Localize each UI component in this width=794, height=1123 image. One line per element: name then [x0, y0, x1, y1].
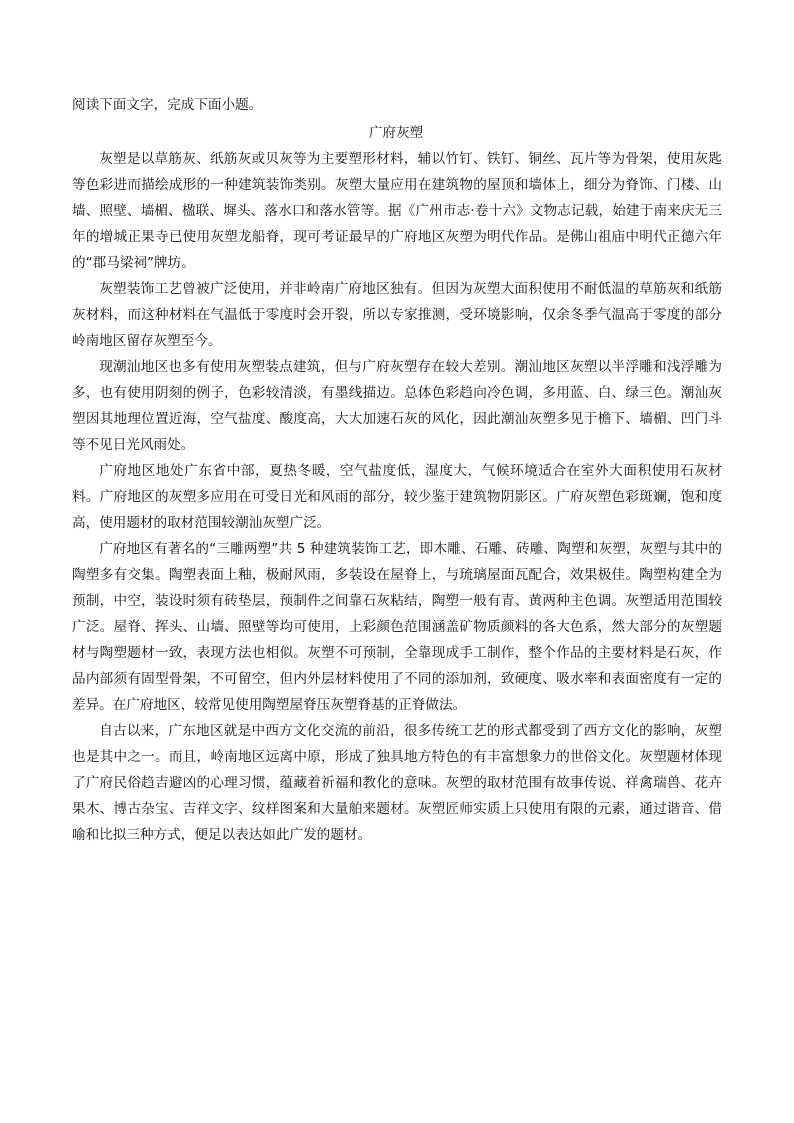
paragraph-6: 自古以来，广东地区就是中西方文化交流的前沿，很多传统工艺的形式都受到了西方文化的影响，灰塑也是其中之一。而且，岭南地区远离中原，形成了独具地方特色的有丰富想象力的世俗文化。灰塑题材体现了广府民俗趋吉避凶的心理习惯，蕴藏着祈福和教化的意味。灰塑的取材范围有故事传说、祥禽瑞兽、花卉果木、博古杂宝、吉祥文字、纹样图案和大量舶来题材。灰塑匠师实质上只使用有限的元素，通过谐音、借喻和比拟三种方式，便足以表达如此广发的题材。: [72, 723, 722, 843]
paragraph-1: 灰塑是以草筋灰、纸筋灰或贝灰等为主要塑形材料，辅以竹钉、铁钉、铜丝、瓦片等为骨架，使用灰匙等色彩进而描绘成形的一种建筑装饰类别。灰塑大量应用在建筑物的屋顶和墙体上，细分为脊饰、门楼、山墙、照壁、墙楣、楹联、墀头、落水口和落水管等。据《广州市志·卷十六》文物志记载，始建于南来庆无三年的增城正果寺已使用灰塑龙船脊，现可考证最早的广府地区灰塑为明代作品。是佛山祖庙中明代正德六年的“郡马梁祠”牌坊。: [72, 151, 722, 271]
paragraph-4: 广府地区地处广东省中部，夏热冬暖，空气盐度低，湿度大，气候环境适合在室外大面积使用石灰材料。广府地区的灰塑多应用在可受日光和风雨的部分，较少鉴于建筑物阴影区。广府灰塑色彩斑斓，饱和度高，使用题材的取材范围较潮汕灰塑广泛。: [72, 463, 722, 531]
article-title: 广府灰塑: [368, 125, 424, 141]
document-page: [72, 92, 722, 848]
paragraph-5: 广府地区有著名的“三雕两塑”共 5 种建筑装饰工艺，即木雕、石雕、砖雕、陶塑和灰塑，灰塑与其中的陶塑多有交集。陶塑表面上釉，极耐风雨，多装设在屋脊上，与琉璃屋面瓦配合，效果极佳。陶塑构建全为预制，中空，装设时须有砖垫层，预制件之间靠石灰粘结，陶塑一般有青、黄两种主色调。灰塑适用范围较广泛。屋脊、挥头、山墙、照壁等均可使用，上彩颜色范围涵盖矿物质颜料的各大色系，然大部分的灰塑题材与陶塑题材一致，表现方法也相似。灰塑不可预制，全靠现成手工制作，整个作品的主要材料是石灰，作品内部须有固型骨架，不可留空，但内外层材料使用了不同的添加剂，致硬度、吸水率和表面密度有一定的差异。在广府地区，较常见使用陶塑屋脊压灰塑脊基的正脊做法。: [72, 541, 722, 713]
paragraph-2: 灰塑装饰工艺曾被广泛使用，并非岭南广府地区独有。但因为灰塑大面积使用不耐低温的草筋灰和纸筋灰材料，而这种材料在气温低于零度时会开裂，所以专家推测，受环境影响，仅余冬季气温高于零度的部分岭南地区留存灰塑至今。: [72, 281, 722, 349]
instruction-text: 阅读下面文字，完成下面小题。: [72, 97, 263, 113]
paragraph-3: 现潮汕地区也多有使用灰塑装点建筑，但与广府灰塑存在较大差别。潮汕地区灰塑以半浮雕和浅浮雕为多，也有使用阴刻的例子，色彩较清淡，有墨线描边。总体色彩趋向冷色调，多用蓝、白、绿三色。潮汕灰塑因其地理位置近海，空气盐度、酸度高，大大加速石灰的风化，因此潮汕灰塑多见于檐下、墙楣、凹门斗等不见日光风雨处。: [72, 359, 722, 453]
